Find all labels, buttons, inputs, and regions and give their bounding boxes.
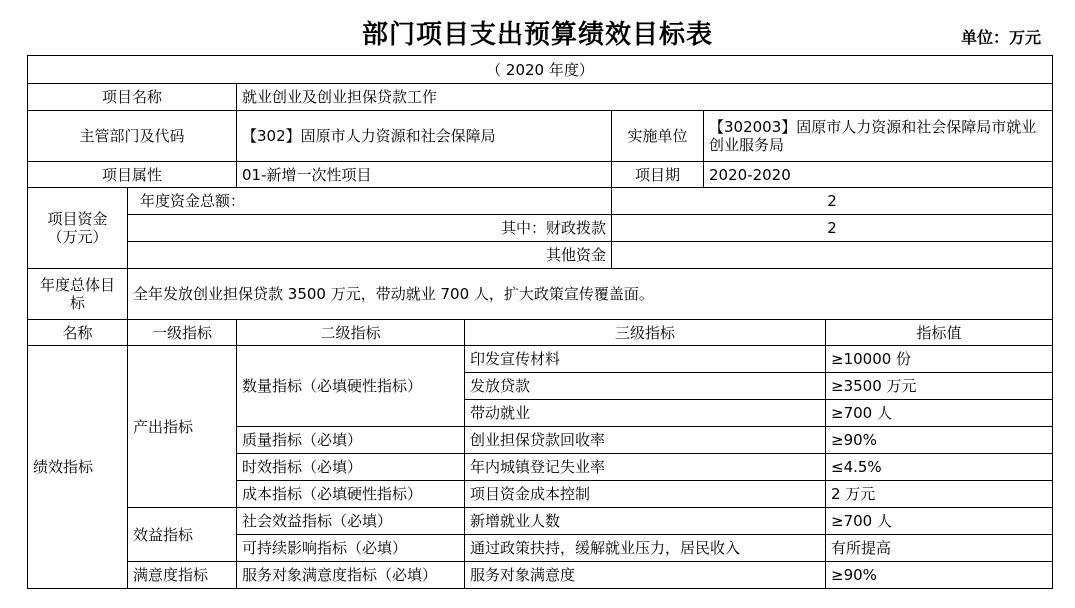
level2-service: 服务对象满意度指标（必填）: [237, 562, 465, 589]
attr-value: 01-新增一次性项目: [237, 162, 612, 188]
indicator-name: 年内城镇登记失业率: [465, 454, 826, 481]
project-name-value: 就业创业及创业担保贷款工作: [237, 84, 1053, 111]
indicator-name: 项目资金成本控制: [465, 481, 826, 508]
indicator-value: ≥3500 万元: [826, 373, 1053, 400]
fiscal-funds-label: 其中：财政拨款: [128, 215, 612, 242]
level2-quantity: 数量指标（必填硬性指标）: [237, 346, 465, 427]
level2-sustain: 可持续影响指标（必填）: [237, 535, 465, 562]
impl-value: 【302003】固原市人力资源和社会保障局市就业创业服务局: [704, 111, 1053, 162]
indicator-value: ≥90%: [826, 562, 1053, 589]
total-funds-label: 年度资金总额：: [128, 188, 612, 215]
header-name: 名称: [28, 320, 128, 346]
level1-satisfaction: 满意度指标: [128, 562, 237, 589]
total-funds-value: 2: [612, 188, 1053, 215]
year-label: （ 2020 年度）: [28, 56, 1053, 84]
funds-label: 项目资金（万元）: [28, 188, 128, 269]
indicator-value: 有所提高: [826, 535, 1053, 562]
indicator-name: 通过政策扶持，缓解就业压力，居民收入: [465, 535, 826, 562]
header-level3: 三级指标: [465, 320, 826, 346]
indicator-value: ≥700 人: [826, 400, 1053, 427]
attr-label: 项目属性: [28, 162, 237, 188]
indicator-name: 新增就业人数: [465, 508, 826, 535]
indicator-name: 创业担保贷款回收率: [465, 427, 826, 454]
level1-benefit: 效益指标: [128, 508, 237, 562]
indicator-value: ≥10000 份: [826, 346, 1053, 373]
dept-value: 【302】固原市人力资源和社会保障局: [237, 111, 612, 162]
indicator-value: ≤4.5%: [826, 454, 1053, 481]
indicator-value: ≥700 人: [826, 508, 1053, 535]
level2-quality: 质量指标（必填）: [237, 427, 465, 454]
header-value: 指标值: [826, 320, 1053, 346]
impl-label: 实施单位: [612, 111, 704, 162]
indicator-value: 2 万元: [826, 481, 1053, 508]
fiscal-funds-value: 2: [612, 215, 1053, 242]
page-title: 部门项目支出预算绩效目标表: [361, 20, 713, 50]
other-funds-value: [612, 242, 1053, 269]
indicator-name: 服务对象满意度: [465, 562, 826, 589]
period-label: 项目期: [612, 162, 704, 188]
project-name-label: 项目名称: [28, 84, 237, 111]
unit-label: 单位：万元: [960, 28, 1041, 47]
header-level2: 二级指标: [237, 320, 465, 346]
period-value: 2020-2020: [704, 162, 1053, 188]
level2-social: 社会效益指标（必填）: [237, 508, 465, 535]
goal-text: 全年发放创业担保贷款 3500 万元，带动就业 700 人，扩大政策宣传覆盖面。: [128, 269, 1053, 320]
indicator-name: 印发宣传材料: [465, 346, 826, 373]
dept-label: 主管部门及代码: [28, 111, 237, 162]
performance-table: [27, 55, 1053, 589]
header-level1: 一级指标: [128, 320, 237, 346]
indicator-name: 发放贷款: [465, 373, 826, 400]
other-funds-label: 其他资金: [128, 242, 612, 269]
goal-label: 年度总体目标: [28, 269, 128, 320]
level1-output: 产出指标: [128, 346, 237, 508]
perf-label: 绩效指标: [28, 346, 128, 589]
indicator-value: ≥90%: [826, 427, 1053, 454]
indicator-name: 带动就业: [465, 400, 826, 427]
level2-timeliness: 时效指标（必填）: [237, 454, 465, 481]
level2-cost: 成本指标（必填硬性指标）: [237, 481, 465, 508]
